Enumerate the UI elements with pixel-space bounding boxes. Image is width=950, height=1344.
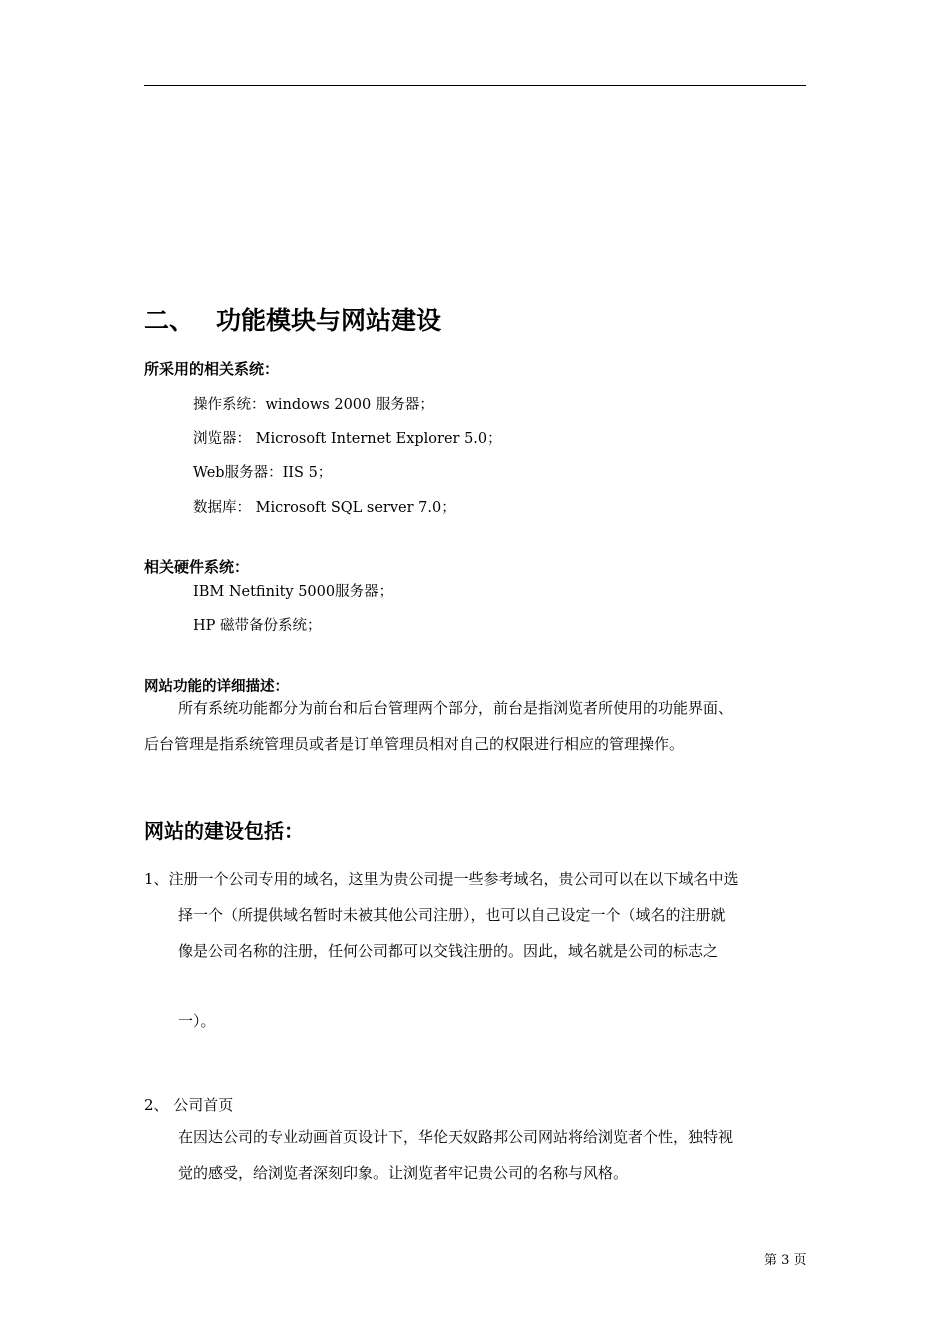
section-number: 二、: [144, 306, 195, 335]
system-item: 浏览器： Microsoft Internet Explorer 5.0；: [193, 431, 502, 447]
system-item: 操作系统：windows 2000 服务器；: [193, 397, 434, 413]
construction-heading: 网站的建设包括：: [144, 819, 304, 843]
system-item: 数据库： Microsoft SQL server 7.0；: [193, 500, 456, 516]
construction-item-2-title: 2、 公司首页: [144, 1096, 234, 1114]
hardware-item: IBM Netfinity 5000服务器；: [193, 584, 394, 600]
item1-line: 像是公司名称的注册，任何公司都可以交钱注册的。因此，域名就是公司的标志之: [178, 942, 719, 960]
header-rule: [144, 85, 806, 86]
section-heading: [144, 301, 441, 337]
hardware-heading: 相关硬件系统：: [144, 558, 250, 576]
section-title: 功能模块与网站建设: [216, 306, 442, 335]
functions-line: 所有系统功能都分为前台和后台管理两个部分，前台是指浏览者所使用的功能界面、: [178, 699, 734, 717]
item1-line: 择一个（所提供域名暂时未被其他公司注册），也可以自己设定一个（域名的注册就: [178, 906, 726, 924]
item2-line: 觉的感受，给浏览者深刻印象。让浏览者牢记贵公司的名称与风格。: [178, 1164, 629, 1182]
functions-paragraph: [144, 690, 806, 762]
functions-line: 后台管理是指系统管理员或者是订单管理员相对自己的权限进行相应的管理操作。: [144, 735, 685, 753]
item2-line: 在因达公司的专业动画首页设计下，华伦天奴路邦公司网站将给浏览者个性，独特视: [178, 1128, 734, 1146]
page-number: 第 3 页: [764, 1253, 807, 1268]
functions-heading: 网站功能的详细描述：: [144, 679, 289, 695]
item1-line: 1、注册一个公司专用的域名，这里为贵公司提一些参考域名，贵公司可以在以下域名中选: [144, 870, 739, 888]
systems-heading: 所采用的相关系统：: [144, 360, 280, 378]
construction-item-2-body: [178, 1119, 806, 1191]
item1-line: 一）。: [178, 1012, 216, 1030]
construction-item-1: [144, 861, 806, 1039]
system-item: Web服务器：IIS 5；: [193, 465, 333, 481]
hardware-item: HP 磁带备份系统；: [193, 618, 322, 634]
